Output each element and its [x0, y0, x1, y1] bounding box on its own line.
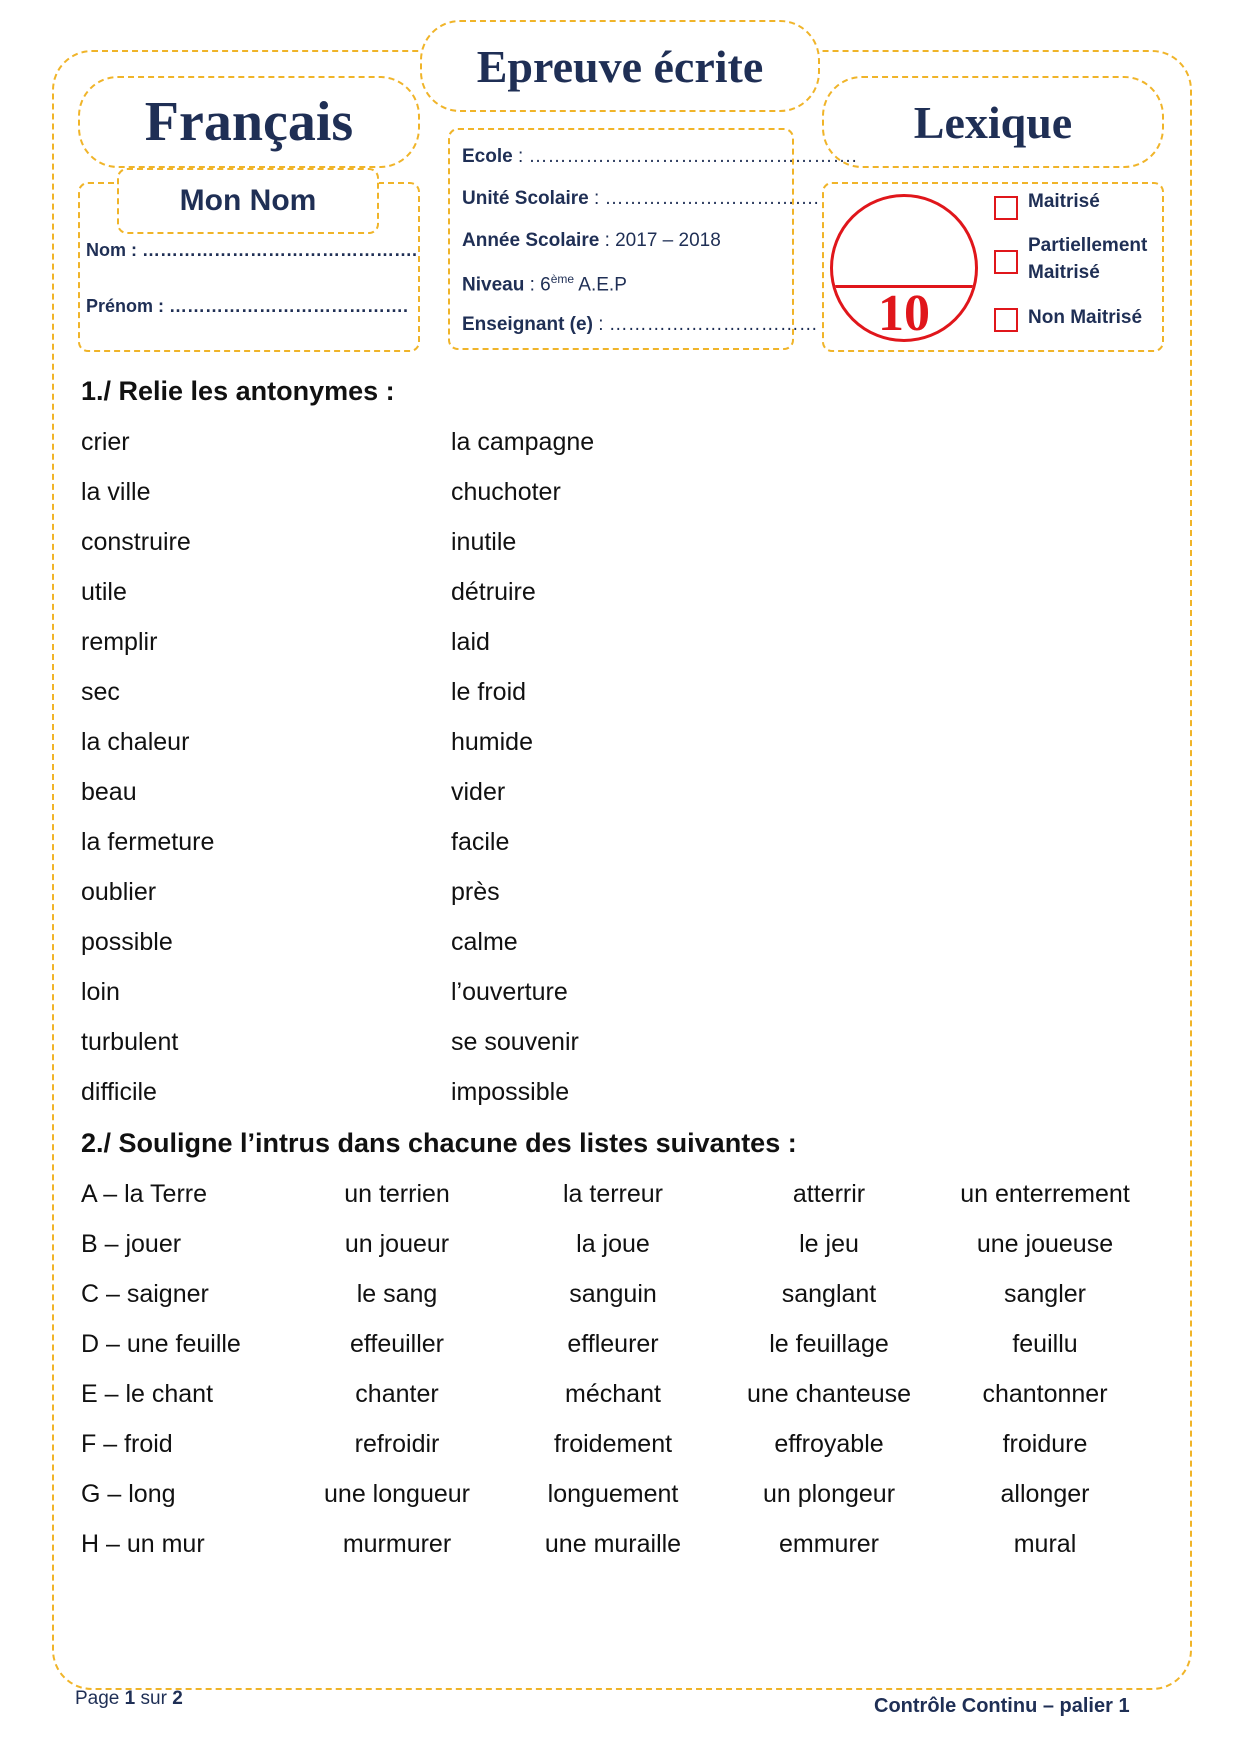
intrus-word[interactable]: chantonner	[982, 1380, 1108, 1408]
intrus-word[interactable]: atterrir	[792, 1180, 866, 1208]
antonym-right-word[interactable]: facile	[451, 828, 510, 856]
antonym-left-word[interactable]: difficile	[81, 1078, 157, 1106]
checkbox-partiellement[interactable]	[994, 250, 1018, 274]
intrus-row-label: B – jouer	[81, 1230, 182, 1258]
page-current: 1	[124, 1688, 136, 1709]
niveau-row	[462, 272, 627, 296]
student-tag: Mon Nom	[117, 168, 379, 234]
prenom-dots: ………………………………….	[169, 296, 409, 316]
intrus-word[interactable]: une chanteuse	[746, 1380, 912, 1408]
label-non-maitrise: Non Maitrisé	[1028, 307, 1143, 328]
annee-row	[462, 230, 721, 252]
ecole-value: : …………………………………………….	[517, 146, 857, 167]
intrus-word[interactable]: allonger	[1000, 1480, 1090, 1508]
page-mid: sur	[140, 1688, 167, 1709]
intrus-word[interactable]: un terrien	[344, 1180, 450, 1208]
antonym-left-word[interactable]: beau	[81, 778, 137, 806]
antonym-left-word[interactable]: oublier	[81, 878, 157, 906]
antonym-right-word[interactable]: humide	[451, 728, 533, 756]
intrus-row-label: F – froid	[81, 1430, 173, 1458]
intrus-word[interactable]: effleurer	[567, 1330, 659, 1358]
niveau-sup: ème	[550, 272, 575, 286]
niveau-suffix: A.E.P	[574, 274, 627, 296]
niveau-prefix: : 6	[529, 274, 551, 296]
antonym-right-word[interactable]: calme	[451, 928, 518, 956]
page-total: 2	[172, 1688, 183, 1709]
enseignant-row[interactable]	[462, 314, 818, 336]
title-box	[420, 20, 820, 112]
intrus-word[interactable]: le feuillage	[769, 1330, 889, 1358]
intrus-row-label: A – la Terre	[81, 1180, 208, 1208]
prenom-label: Prénom :	[86, 296, 165, 316]
intrus-word[interactable]: méchant	[565, 1380, 661, 1408]
intrus-word[interactable]: la joue	[576, 1230, 650, 1258]
antonym-left-word[interactable]: remplir	[81, 628, 158, 656]
intrus-word[interactable]: murmurer	[342, 1530, 452, 1558]
antonym-right-word[interactable]: chuchoter	[451, 478, 561, 506]
nom-dots: ……………………………………….	[142, 240, 418, 260]
antonym-right-word[interactable]: vider	[451, 778, 506, 806]
prenom-field[interactable]	[86, 296, 408, 317]
antonym-right-word[interactable]: laid	[451, 628, 490, 656]
intrus-word[interactable]: un joueur	[344, 1230, 450, 1258]
intrus-word[interactable]: une muraille	[544, 1530, 682, 1558]
antonym-right-word[interactable]: se souvenir	[451, 1028, 579, 1056]
intrus-word[interactable]: effeuiller	[349, 1330, 445, 1358]
antonym-right-word[interactable]: le froid	[451, 678, 527, 706]
intrus-word[interactable]: une joueuse	[976, 1230, 1114, 1258]
intrus-word[interactable]: un plongeur	[762, 1480, 896, 1508]
antonym-left-word[interactable]: sec	[81, 678, 120, 706]
ecole-label: Ecole	[462, 146, 513, 167]
score-circle	[830, 194, 978, 342]
intrus-word[interactable]: froidure	[1002, 1430, 1088, 1458]
intrus-word[interactable]: un enterrement	[960, 1180, 1130, 1208]
intrus-word[interactable]: refroidir	[354, 1430, 440, 1458]
checkbox-non-maitrise[interactable]	[994, 308, 1018, 332]
intrus-word[interactable]: sangler	[1004, 1280, 1086, 1308]
domain-title: Lexique	[913, 96, 1073, 148]
nom-field[interactable]	[86, 240, 417, 261]
antonym-right-word[interactable]: détruire	[451, 578, 536, 606]
antonym-right-word[interactable]: inutile	[451, 528, 517, 556]
intrus-row-label: D – une feuille	[81, 1330, 241, 1358]
niveau-label: Niveau	[462, 274, 525, 296]
annee-value: : 2017 – 2018	[604, 230, 721, 251]
antonym-left-word[interactable]: la fermeture	[81, 828, 215, 856]
antonym-right-word[interactable]: près	[451, 878, 500, 906]
footer-label: Contrôle Continu – palier 1	[874, 1695, 1130, 1717]
intrus-row-label: E – le chant	[81, 1380, 214, 1408]
intrus-word[interactable]: sanguin	[569, 1280, 657, 1308]
label-maitrise: Maitrisé	[1028, 191, 1100, 212]
nom-label: Nom :	[86, 240, 137, 260]
intrus-word[interactable]: longuement	[547, 1480, 679, 1508]
intrus-row-label: C – saigner	[81, 1280, 209, 1308]
unite-value: : …………………………….	[594, 188, 819, 209]
intrus-word[interactable]: la terreur	[562, 1180, 664, 1208]
page-prefix: Page	[75, 1688, 120, 1709]
school-info-box	[448, 128, 857, 350]
antonym-left-word[interactable]: la chaleur	[81, 728, 190, 756]
enseignant-label: Enseignant (e)	[462, 314, 593, 335]
intrus-word[interactable]: froidement	[553, 1430, 673, 1458]
antonym-left-word[interactable]: la ville	[81, 478, 151, 506]
subject-title: Français	[144, 91, 354, 153]
antonym-left-word[interactable]: utile	[81, 578, 127, 606]
intrus-row-label: G – long	[81, 1480, 176, 1508]
unite-label: Unité Scolaire	[462, 188, 589, 209]
page-title: Epreuve écrite	[476, 40, 764, 92]
intrus-word[interactable]: sanglant	[781, 1280, 877, 1308]
enseignant-value: : ……………………………	[598, 314, 818, 335]
exercise1-title: 1./ Relie les antonymes :	[81, 376, 395, 406]
unite-row[interactable]	[462, 188, 819, 210]
label-partiellement: Partiellement Maitrisé	[1028, 235, 1148, 283]
ecole-row[interactable]	[462, 146, 857, 168]
intrus-word[interactable]: feuillu	[1012, 1330, 1078, 1358]
intrus-word[interactable]: effroyable	[774, 1430, 884, 1458]
page-counter	[75, 1688, 183, 1710]
antonym-left-word[interactable]: turbulent	[81, 1028, 179, 1056]
subject-box	[78, 76, 420, 168]
score-total: 10	[878, 285, 930, 342]
intrus-word[interactable]: une longueur	[324, 1480, 470, 1508]
intrus-word[interactable]: le jeu	[799, 1230, 859, 1258]
antonym-left-word[interactable]: construire	[81, 528, 191, 556]
antonym-left-word[interactable]: crier	[81, 428, 130, 456]
intrus-word[interactable]: le sang	[356, 1280, 438, 1308]
annee-label: Année Scolaire	[462, 230, 600, 251]
intrus-word[interactable]: emmurer	[778, 1530, 879, 1558]
intrus-word[interactable]: chanter	[355, 1380, 439, 1408]
antonym-left-word[interactable]: loin	[81, 978, 120, 1006]
exercise2-title: 2./ Souligne l’intrus dans chacune des listes suivantes :	[81, 1128, 797, 1158]
intrus-row-label: H – un mur	[81, 1530, 205, 1558]
antonym-right-word[interactable]: l’ouverture	[451, 978, 568, 1006]
domain-box	[822, 76, 1164, 168]
antonym-right-word[interactable]: la campagne	[451, 428, 595, 456]
antonym-right-word[interactable]: impossible	[451, 1078, 570, 1106]
checkbox-maitrise[interactable]	[994, 196, 1018, 220]
antonym-left-word[interactable]: possible	[81, 928, 173, 956]
intrus-word[interactable]: mural	[1013, 1530, 1077, 1558]
